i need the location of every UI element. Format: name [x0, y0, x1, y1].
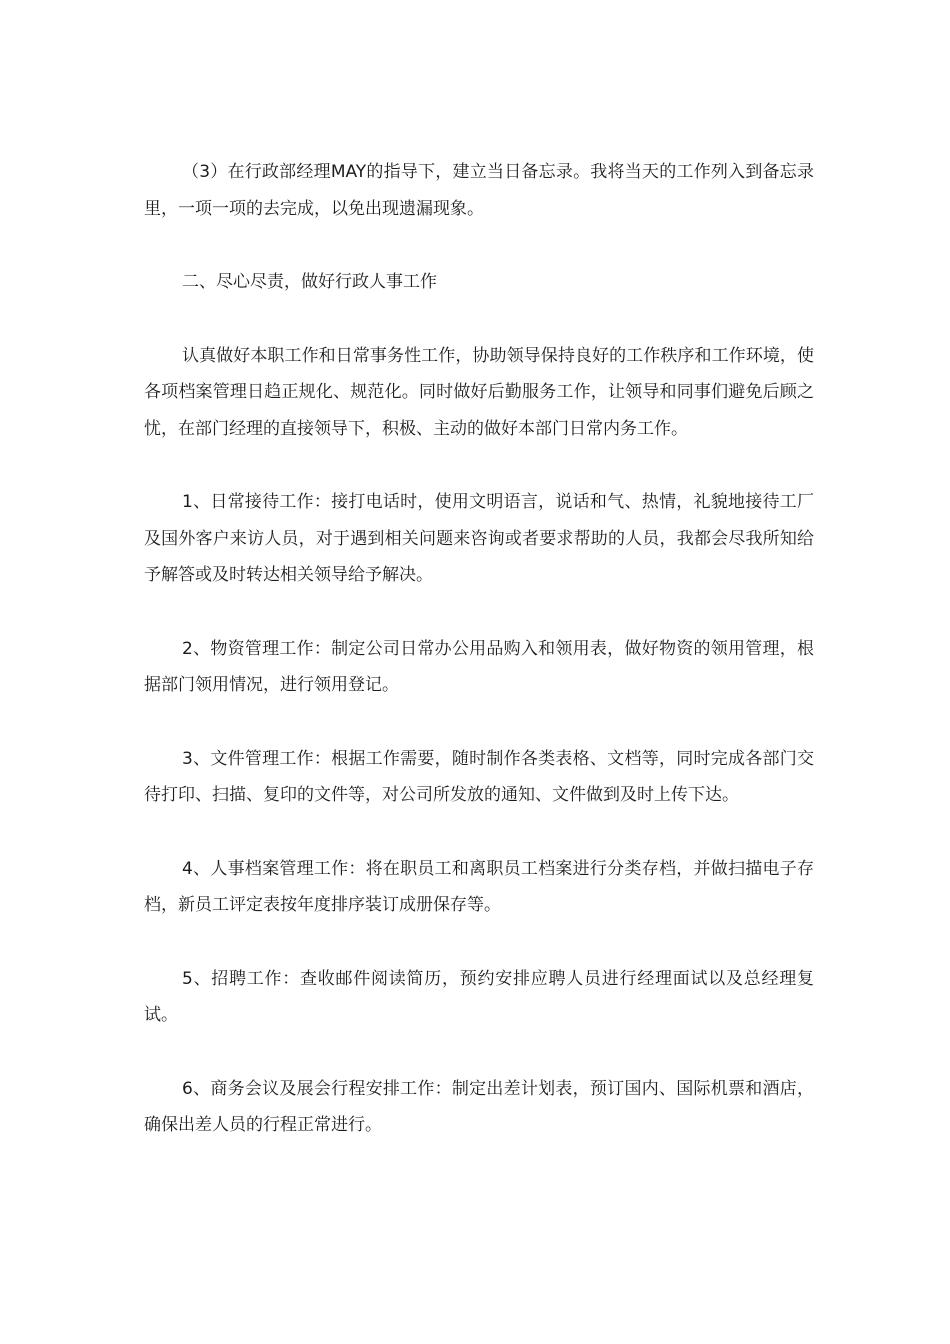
paragraph-item-1: 1、日常接待工作：接打电话时，使用文明语言，说话和气、热情，礼貌地接待工厂及国外客户来访人员，对于遇到相关问题来咨询或者要求帮助的人员，我都会尽我所知给予解答或及时转达相关领导给予解决。 [144, 492, 814, 585]
document-body [144, 154, 814, 1181]
paragraph-intro: 认真做好本职工作和日常事务性工作，协助领导保持良好的工作秩序和工作环境，使各项档案管理日趋正规化、规范化。同时做好后勤服务工作，让领导和同事们避免后顾之忧，在部门经理的直接领导下，积极、主动的做好本部门日常内务工作。 [144, 345, 814, 439]
paragraph-item-4: 4、人事档案管理工作：将在职员工和离职员工档案进行分类存档，并做扫描电子存档，新员工评定表按年度排序装订成册保存等。 [144, 858, 814, 915]
paragraph-item-2: 2、物资管理工作：制定公司日常办公用品购入和领用表，做好物资的领用管理，根据部门领用情况，进行领用登记。 [144, 638, 814, 695]
section-heading: 二、尽心尽责，做好行政人事工作 [182, 272, 437, 292]
paragraph-memo: （3）在行政部经理MAY的指导下，建立当日备忘录。我将当天的工作列入到备忘录里，一项一项的去完成，以免出现遗漏现象。 [144, 162, 814, 219]
paragraph-item-5: 5、招聘工作：查收邮件阅读简历，预约安排应聘人员进行经理面试以及总经理复试。 [144, 968, 814, 1025]
paragraph-item-3: 3、文件管理工作：根据工作需要，随时制作各类表格、文档等，同时完成各部门交待打印、扫描、复印的文件等，对公司所发放的通知、文件做到及时上传下达。 [144, 748, 814, 805]
paragraph-item-6: 6、商务会议及展会行程安排工作：制定出差计划表，预订国内、国际机票和酒店，确保出差人员的行程正常进行。 [144, 1078, 814, 1135]
